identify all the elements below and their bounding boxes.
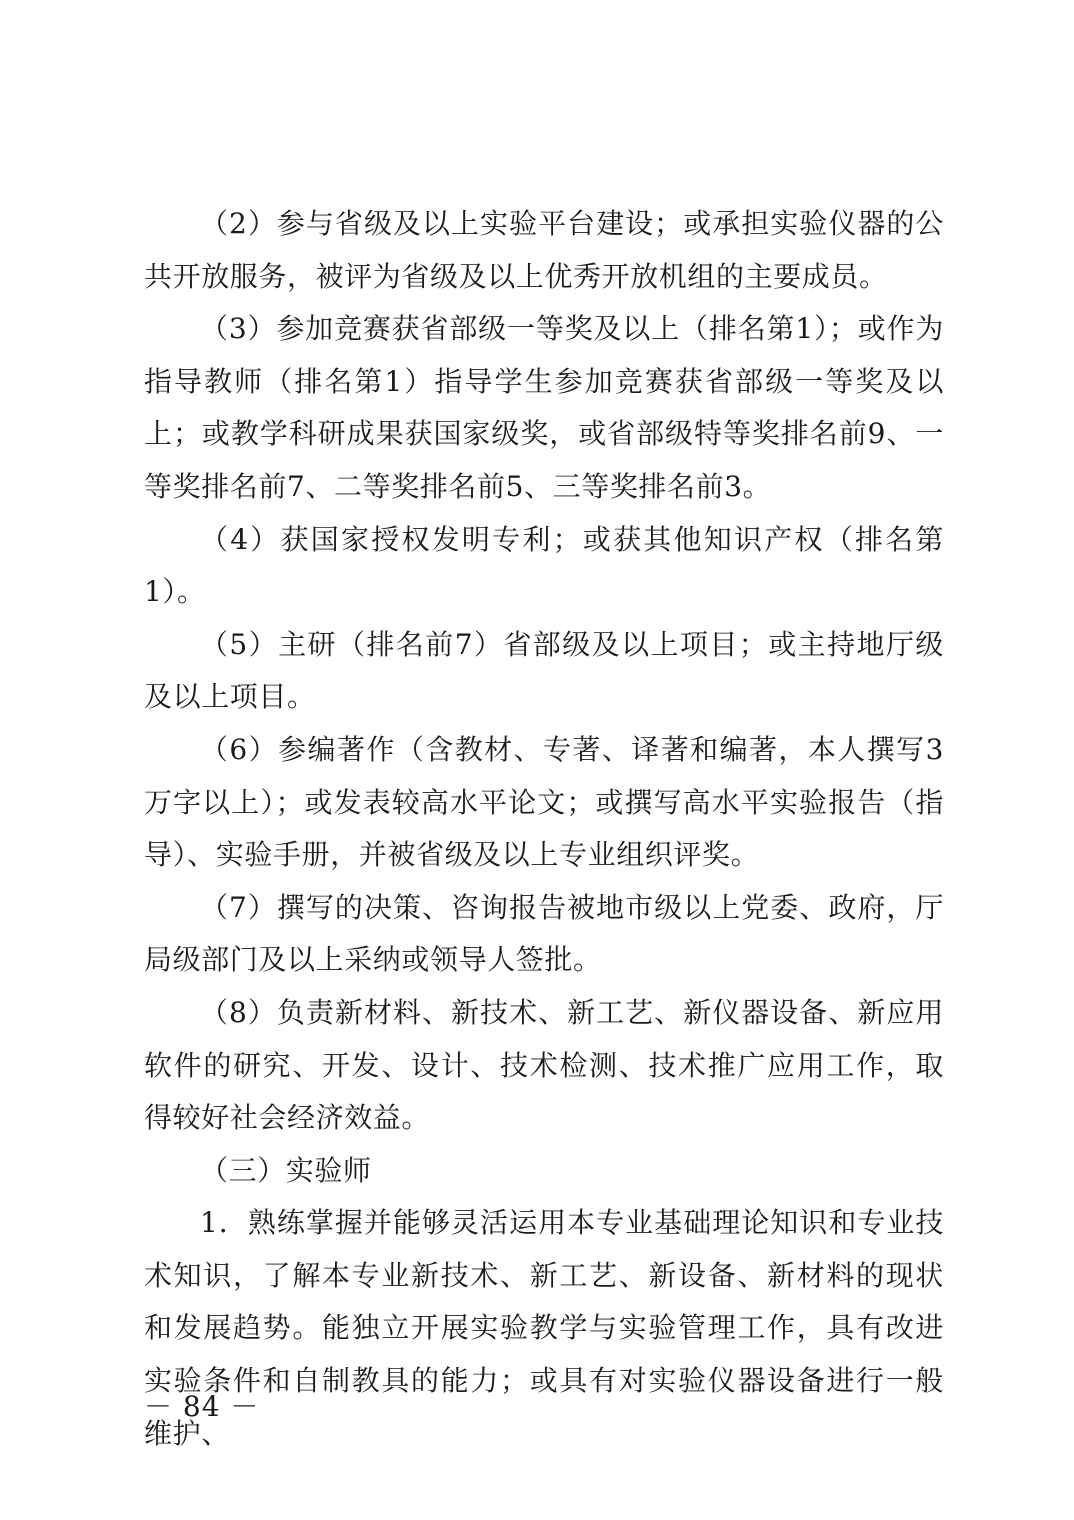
paragraph-item-5: （5）主研（排名前7）省部级及以上项目；或主持地厅级及以上项目。 — [144, 627, 944, 714]
paragraph-item-7: （7）撰写的决策、咨询报告被地市级以上党委、政府，厅局级部门及以上采纳或领导人签批。 — [144, 890, 944, 977]
paragraph-item-3: （3）参加竞赛获省部级一等奖及以上（排名第1）；或作为指导教师（排名第1）指导学生参加竞赛获省部级一等奖及以上；或教学科研成果获国家级奖，或省部级特等奖排名前9、一等奖排名前7、二等奖排名前5、三等奖排名前3。 — [144, 312, 944, 503]
page-number: － 84 － — [144, 1390, 260, 1423]
paragraph-item-4: （4）获国家授权发明专利；或获其他知识产权（排名第1）。 — [144, 522, 944, 609]
document-body — [144, 198, 944, 1460]
paragraph-item-2: （2）参与省级及以上实验平台建设；或承担实验仪器的公共开放服务，被评为省级及以上优秀开放机组的主要成员。 — [144, 207, 944, 293]
paragraph-item-6: （6）参编著作（含教材、专著、译著和编著，本人撰写3万字以上）；或发表较高水平论文；或撰写高水平实验报告（指导）、实验手册，并被省级及以上专业组织评奖。 — [144, 732, 944, 872]
section-heading-experimentalist: （三）实验师 — [200, 1153, 372, 1187]
paragraph-item-8: （8）负责新材料、新技术、新工艺、新仪器设备、新应用软件的研究、开发、设计、技术检测、技术推广应用工作，取得较好社会经济效益。 — [144, 995, 944, 1135]
paragraph-requirement-1: 1．熟练掌握并能够灵活运用本专业基础理论知识和专业技术知识，了解本专业新技术、新工艺、新设备、新材料的现状和发展趋势。能独立开展实验教学与实验管理工作，具有改进实验条件和自制教具的能力；或具有对实验仪器设备进行一般维护、 — [144, 1206, 944, 1450]
